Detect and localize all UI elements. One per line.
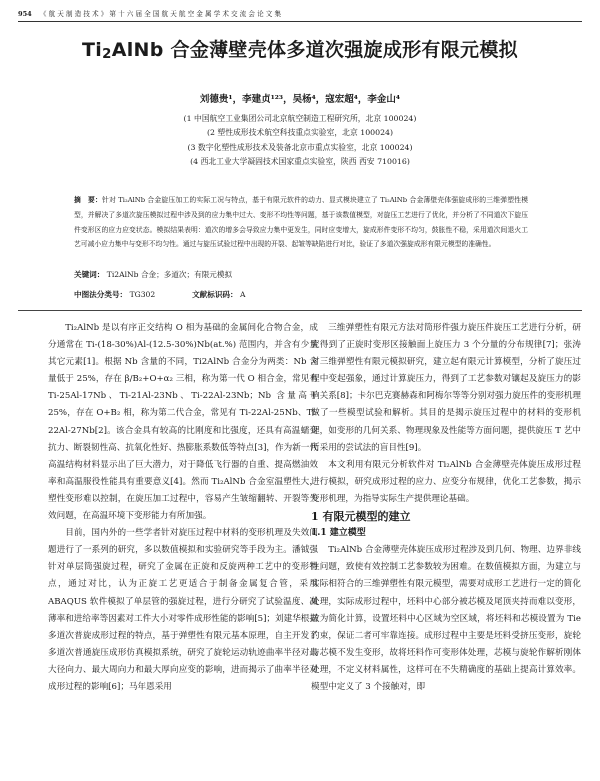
divider: [18, 310, 582, 311]
title-pre: Ti: [82, 39, 103, 61]
page-number: 954: [18, 10, 32, 18]
affiliation-1: (1 中国航空工业集团公司北京航空制造工程研究所，北京 100024): [183, 114, 417, 123]
affiliation-4: (4 西北工业大学凝固技术国家重点实验室，陕西 西安 710016): [190, 157, 410, 167]
subsection-heading: 1.1 建立模型: [311, 528, 366, 539]
classification-line: [74, 288, 528, 301]
keywords: [74, 268, 528, 281]
body-paragraph: 三维弹塑性有限元方法对筒形件强力旋压件旋压工艺进行分析，研究得到了正旋时变形区接触面上旋压力 3 个分量的分布规律[7]；张涛对三维弹塑性有限元模拟研究，建立起有限元计算模型，分析了旋压过程中变起强象，通过计算旋压力，得到了工艺参数对镶起及旋压力的影响关系[8]；卡尔巴克赛赫森和阿梅尔等等分别对强力旋压件的变形机理做了一些模型试验和解析。其目的是揭示旋压过程中的材料的变形机理，如变形的几何关系、物理现象及性能等方面问题，提供旋压 T 艺中所采用的尝试法的盲目性[9]。: [311, 323, 581, 453]
left-column: [48, 320, 318, 778]
abstract-text: 针对 Ti₂AlNb 合金旋压加工的实际工况与特点，基于有限元软件的动力、显式模块建立了 Ti₂AlNb 合金薄壁壳体强旋成形的三维弹塑性模型，并解决了多道次旋压模拟过程中涉及到的应力集中过大、变形不均性等问题，基于该数值模型，对旋压工艺进行了优化，并分析了不同道次下旋压件变形区的应力应变状态。模拟结果表明：道次的增多会导致应力集中更发生，同时应变增大，旋成形件变形不均匀，鼓胀性不稳，采用道次间退火工艺可减小应力集中与变形不均匀性。通过与旋压试验过程中出现的开裂、起皱等缺陷进行对比，验证了多道次强旋成形有限元模型的准确性。: [74, 196, 528, 249]
running-header: [18, 7, 582, 22]
right-column: [311, 320, 581, 778]
doc-code-value: A: [240, 290, 246, 299]
clc-value: TG302: [129, 290, 156, 299]
running-title: 《 航 天 制 造 技 术 》 第 十 六 届 全 国 航 天 航 空 金 属 学 术 交 流 会 论 文 集: [39, 10, 282, 18]
body-paragraph: Ti₂AlNb 是以有序正交结构 O 相为基础的金属间化合物合金，成分通常在 Ti-(18-30%)Al-(12.5-30%)Nb(at.%) 范围内，并含有少量其它元素[1]。根据 Nb 含量的不同，Ti2AlNb 合金分为两类：Nb 含量低于 25%，存在 β/B₂+O+α₂ 三相，称为第一代 O 相合金，常见有 Ti-25Al-17Nb、Ti-21Al-23Nb、Ti-22Al-23Nb；Nb 含量高于 25%，存在 O+B₂ 相，称为第二代合金，常见有 Ti-22Al-25Nb、Ti-22Al-27Nb[2]。该合金具有较高的比刚度和比强度，还具有高温蠕变抗力、断裂韧性高、抗氧化性好、热膨胀系数低等特点[3]，作为新一代高温结构材料显示出了巨大潜力，对于降低飞行器的自重、提高燃油效率和高温服役性能具有重要意义[4]。然而 Ti₂AlNb 合金室温塑性大，塑性变形难以控制，在旋压加工过程中，容易产生皱缩翻转、开裂等失效问题，在高温环境下变形能力有所加强。: [48, 323, 318, 522]
clc-label: 中图法分类号：: [74, 290, 128, 299]
body-paragraph: 本文利用有限元分析软件对 Ti₂AlNb 合金薄壁壳体旋压成形过程进行模拟，研究成形过程的应力、应变分布规律，优化工艺参数，揭示变形机理，为指导实际生产提供理论基础。: [311, 459, 581, 504]
affiliations: [0, 112, 600, 170]
abstract: [74, 193, 528, 253]
paper-title: [0, 35, 600, 62]
body-paragraph: Ti₂AlNb 合金薄壁壳体旋压成形过程涉及到几何、物理、边界非线性问题，致使有效控制工艺参数较为困难。在数值模拟方面，为建立与实际相符合的三维弹塑性有限元模型，需要对成形工艺进行一定的简化处理，实际成形过程中，坯料中心部分被芯模及尾顶夹持而难以变形，故为简化计算，设置坯料中心区域为空区域，将坯料和芯模设置为 Tie 约束，保证二者可牢靠连接。成形过程中主要是坯料受挤压变形，旋轮与芯模不发生变形，故将坯料作可变形体处理，芯模与旋轮作解析刚体处理，不定义材料属性，这样可在不失精确度的基础上提高计算效率。模型中定义了 3 个接触对，即: [311, 545, 581, 692]
affiliation-2: (2 塑性成形技术航空科技重点实验室，北京 100024): [206, 128, 394, 138]
author-list: 刘德贵¹，李建贞¹²³，吴杨⁴，寇宏超⁴，李金山⁴: [199, 94, 401, 105]
affiliation-3: (3 数字化塑性成形技术及装备北京市重点实验室，北京 100024): [187, 142, 413, 152]
abstract-label: 摘 要：: [74, 196, 102, 204]
title-post: AlNb 合金薄壁壳体多道次强旋成形有限元模拟: [111, 39, 518, 61]
doc-code-label: 文献标识码：: [192, 290, 238, 299]
title-subscript: 2: [102, 47, 112, 62]
keywords-label: 关键词：: [74, 270, 105, 279]
keywords-text: Ti2AlNb 合金；多道次；有限元模拟: [106, 270, 233, 279]
body-paragraph: 目前，国内外的一些学者针对旋压过程中材料的变形机理及失效问题进行了一系列的研究，多以数值模拟和实验研究等手段为主。潘钺强针对单层筒强旋过程，研究了金属在正旋和反旋两种工艺中的变形特点，通过对比，认为正旋工艺更适合于制备金属复合管，采用 ABAQUS 软件模拟了单层管的强旋过程，进行分研究了试验温度、减薄率和进给率等因素对工件大小对零件成形性能的影响[5]；刘建华根据多道次普旋成形过程的特点，基于弹塑性有限元基本原理，自主开发了多道次普通旋压成形仿真模拟系统，研究了旋轮运动轨迹曲率半径对最大径向力、最大周向力和最大厚向应变的影响，进而揭示了曲率半径对成形过程的影响[6]；马年恩采用: [48, 528, 318, 692]
section-heading: 1 有限元模型的建立: [311, 510, 411, 524]
